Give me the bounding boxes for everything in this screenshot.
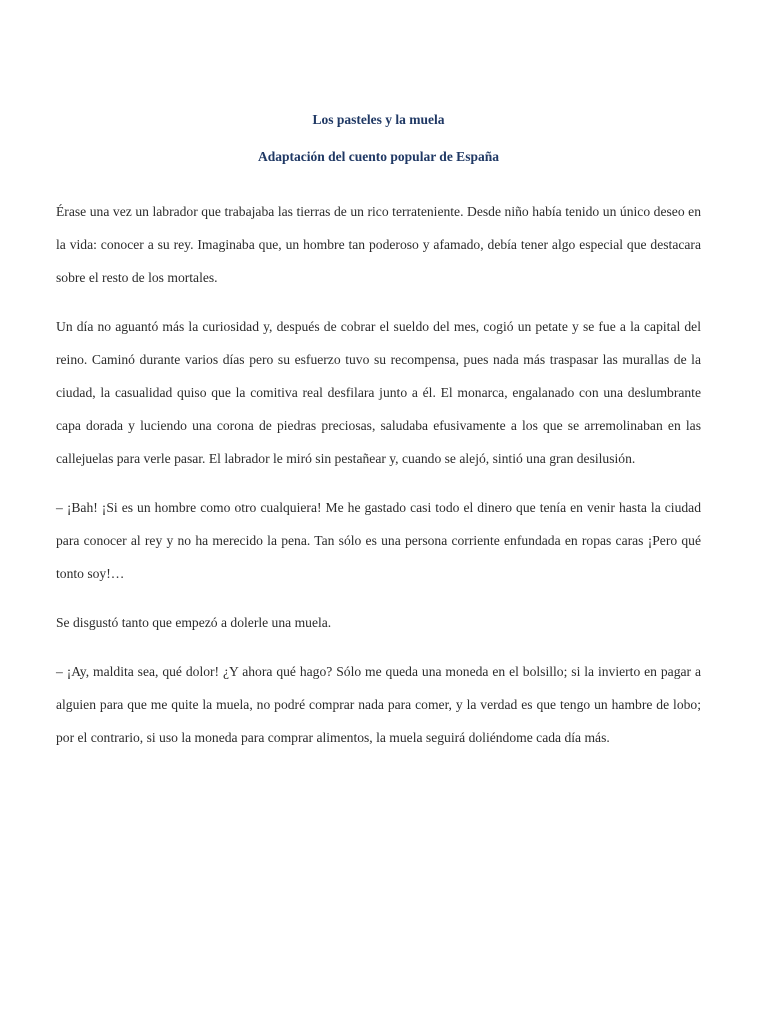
- paragraph-4: Se disgustó tanto que empezó a dolerle una muela.: [56, 615, 332, 630]
- paragraph-1: Érase una vez un labrador que trabajaba las tierras de un rico terrateniente. Desde niño había tenido un único deseo en la vida: conocer a su rey. Imaginaba que, un hombre tan poderoso y afamado, debía tener algo especial que destacara sobre el resto de los mortales.: [56, 204, 701, 285]
- paragraph-3-dialogue: – ¡Bah! ¡Si es un hombre como otro cualquiera! Me he gastado casi todo el dinero que tenía en venir hasta la ciudad para conocer al rey y no ha merecido la pena. Tan sólo es una persona corriente enfundada en ropas caras ¡Pero qué tonto soy!…: [56, 500, 701, 581]
- paragraph-5-dialogue: – ¡Ay, maldita sea, qué dolor! ¿Y ahora qué hago? Sólo me queda una moneda en el bolsillo; si la invierto en pagar a alguien para que me quite la muela, no podré comprar nada para comer, y la verdad es que tengo un hambre de lobo; por el contrario, si uso la moneda para comprar alimentos, la muela seguirá doliéndome cada día más.: [56, 664, 701, 745]
- document-title: Los pasteles y la muela: [312, 112, 445, 127]
- document-body: [56, 195, 701, 770]
- document-subtitle: Adaptación del cuento popular de España: [258, 149, 499, 164]
- paragraph-2: Un día no aguantó más la curiosidad y, después de cobrar el sueldo del mes, cogió un petate y se fue a la capital del reino. Caminó durante varios días pero su esfuerzo tuvo su recompensa, pues nada más traspasar las murallas de la ciudad, la casualidad quiso que la comitiva real desfilara junto a él. El monarca, engalanado con una deslumbrante capa dorada y luciendo una corona de piedras preciosas, saludaba efusivamente a los que se arremolinaban en las callejuelas para verle pasar. El labrador le miró sin pestañear y, cuando se alejó, sintió una gran desilusión.: [56, 319, 701, 466]
